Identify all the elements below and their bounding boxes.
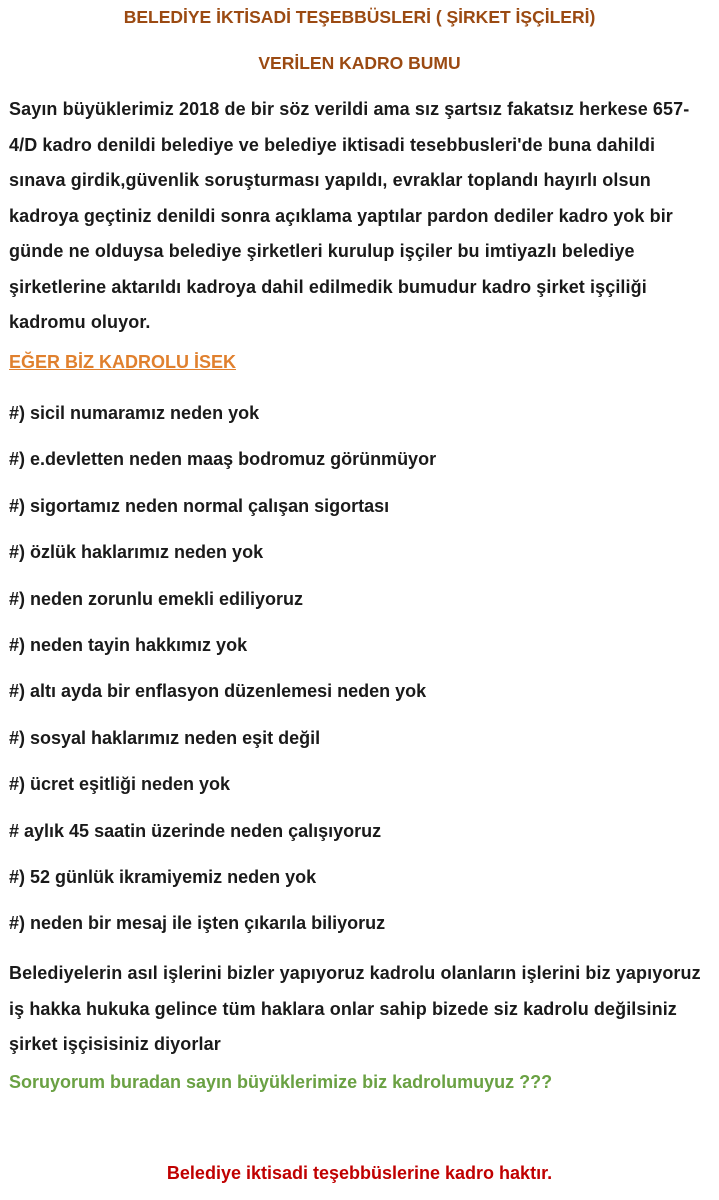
section-heading: EĞER BİZ KADROLU İSEK [9, 352, 237, 372]
closing-paragraph: Belediyelerin asıl işlerini bizler yapıyoruz kadrolu olanların işlerini biz yapıyoruz iş hakka hukuka gelince tüm haklara onlar sahip bizede siz kadrolu değilsiniz şirket işçisisiniz diyorlar [9, 963, 701, 1054]
question-item: #) özlük haklarımız neden yok [9, 542, 264, 563]
question-item: #) altı ayda bir enflasyon düzenlemesi neden yok [9, 681, 427, 702]
question-list [9, 393, 711, 950]
question-item: #) ücret eşitliği neden yok [9, 774, 231, 795]
document-title: BELEDİYE İKTİSADİ TEŞEBBÜSLERİ ( ŞİRKET İŞÇİLERİ) [123, 7, 596, 27]
intro-paragraph: Sayın büyüklerimiz 2018 de bir söz verildi ama sız şartsız fakatsız herkese 657-4/D kadro denildi belediye ve belediye iktisadi tesebbusleri'de buna dahildi sınava girdik,güvenlik soruşturması yapıldı, evraklar toplandı hayırlı olsun kadroya geçtiniz denildi sonra açıklama yaptılar pardon dediler kadro yok bir günde ne olduysa belediye şirketleri kurulup işçiler bu imtiyazlı belediye şirketlerine aktarıldı kadroya dahil edilmedik bumudur kadro şirket işçiliği kadromu oluyor. [9, 99, 690, 332]
question-item: #) neden bir mesaj ile işten çıkarıla biliyoruz [9, 913, 386, 934]
document-subtitle: VERİLEN KADRO BUMU [258, 53, 461, 73]
question-item: #) sicil numaramız neden yok [9, 403, 260, 423]
footer-statement: Belediye iktisadi teşebbüslerine kadro haktır. [166, 1163, 553, 1183]
question-item: #) neden tayin hakkımız yok [9, 634, 248, 655]
question-item: #) sosyal haklarımız neden eşit değil [9, 727, 321, 748]
question-item: #) neden zorunlu emekli ediliyoruz [9, 588, 304, 609]
question-item: # aylık 45 saatin üzerinde neden çalışıyoruz [9, 820, 382, 841]
question-item: #) e.devletten neden maaş bodromuz görünmüyor [9, 449, 437, 470]
question-item: #) sigortamız neden normal çalışan sigortası [9, 495, 390, 516]
question-line: Soruyorum buradan sayın büyüklerimize biz kadrolumuyuz ??? [9, 1072, 553, 1092]
question-item: #) 52 günlük ikramiyemiz neden yok [9, 866, 317, 887]
